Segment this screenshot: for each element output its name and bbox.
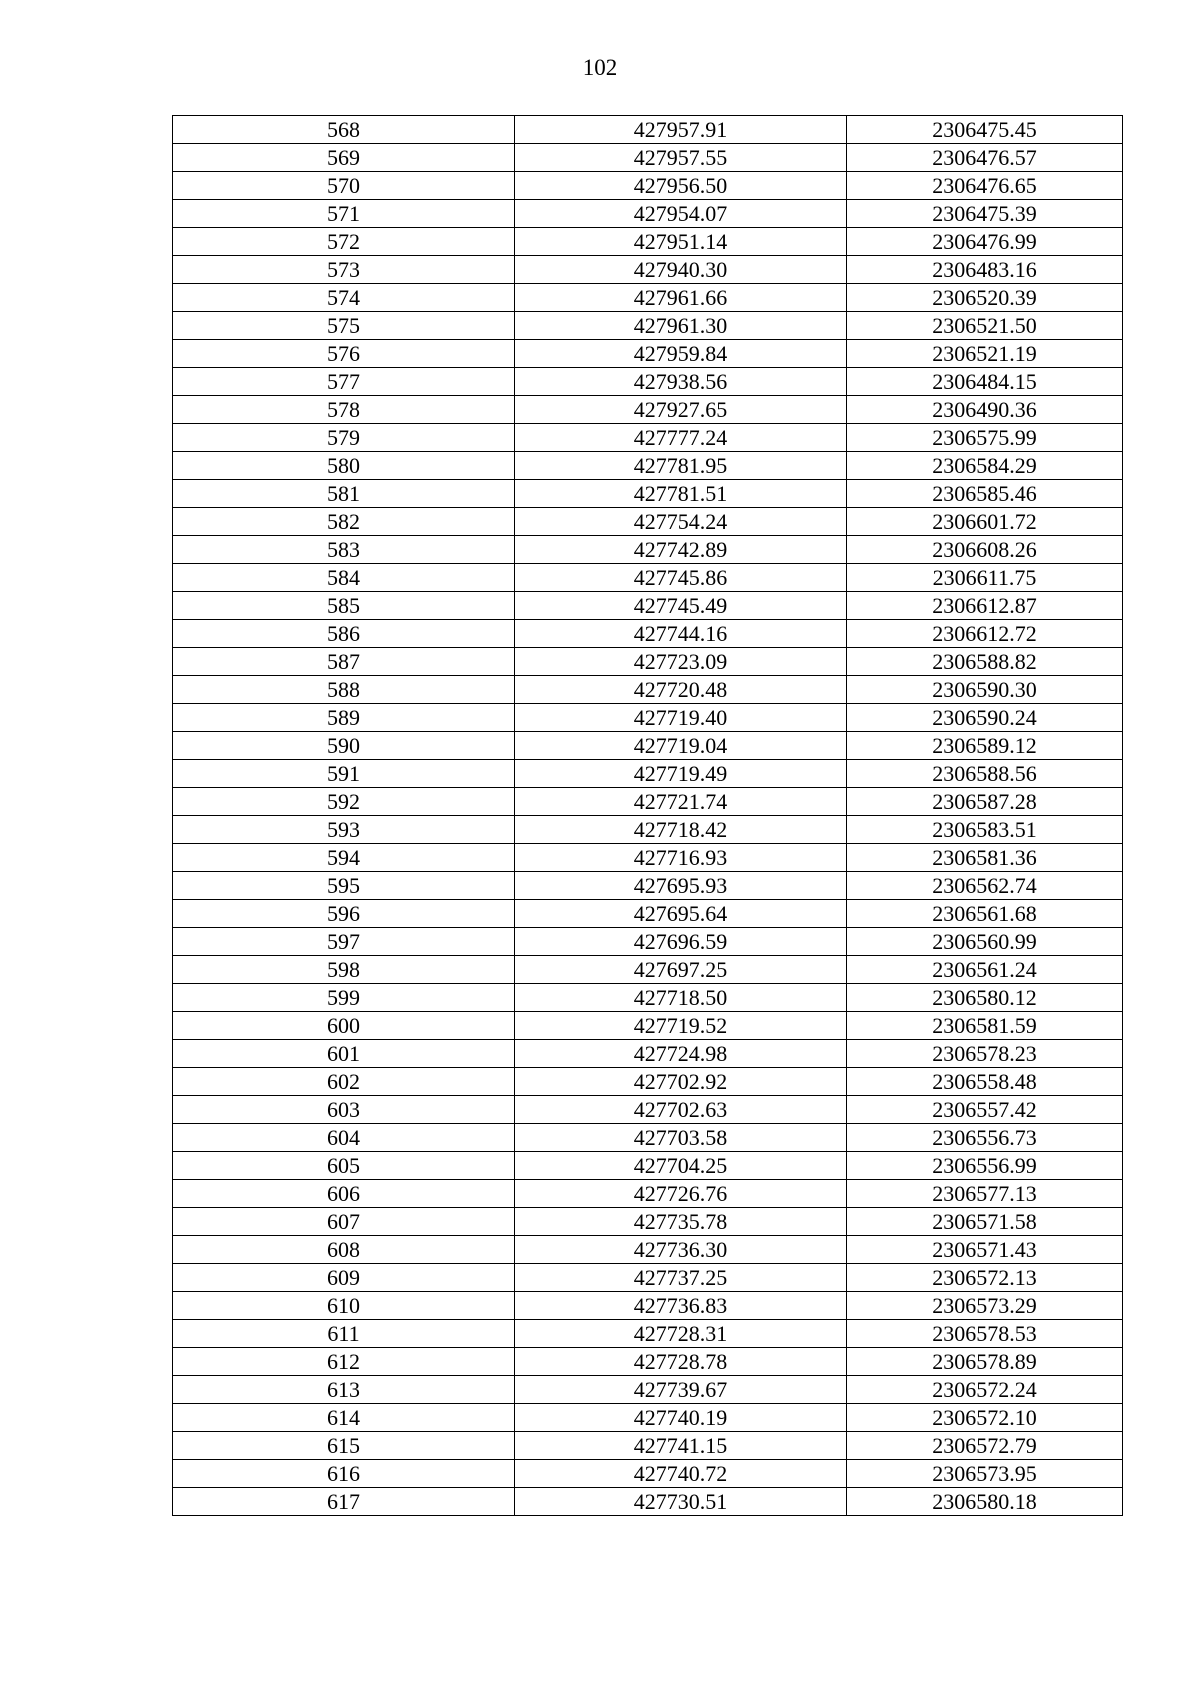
point-number-cell: 617 — [173, 1488, 515, 1516]
x-coordinate-cell: 427723.09 — [515, 648, 847, 676]
x-coordinate-cell: 427741.15 — [515, 1432, 847, 1460]
x-coordinate-cell: 427702.92 — [515, 1068, 847, 1096]
y-coordinate-cell: 2306571.58 — [847, 1208, 1123, 1236]
table-row — [173, 116, 1123, 144]
x-coordinate-cell: 427781.51 — [515, 480, 847, 508]
table-row — [173, 256, 1123, 284]
x-coordinate-cell: 427695.93 — [515, 872, 847, 900]
y-coordinate-cell: 2306612.87 — [847, 592, 1123, 620]
y-coordinate-cell: 2306601.72 — [847, 508, 1123, 536]
point-number-cell: 615 — [173, 1432, 515, 1460]
point-number-cell: 572 — [173, 228, 515, 256]
table-row — [173, 620, 1123, 648]
x-coordinate-cell: 427721.74 — [515, 788, 847, 816]
point-number-cell: 585 — [173, 592, 515, 620]
table-row — [173, 1488, 1123, 1516]
point-number-cell: 584 — [173, 564, 515, 592]
x-coordinate-cell: 427719.04 — [515, 732, 847, 760]
table-row — [173, 452, 1123, 480]
point-number-cell: 608 — [173, 1236, 515, 1264]
y-coordinate-cell: 2306608.26 — [847, 536, 1123, 564]
y-coordinate-cell: 2306520.39 — [847, 284, 1123, 312]
table-row — [173, 228, 1123, 256]
y-coordinate-cell: 2306590.30 — [847, 676, 1123, 704]
y-coordinate-cell: 2306573.29 — [847, 1292, 1123, 1320]
y-coordinate-cell: 2306590.24 — [847, 704, 1123, 732]
table-row — [173, 1376, 1123, 1404]
table-row — [173, 536, 1123, 564]
y-coordinate-cell: 2306490.36 — [847, 396, 1123, 424]
x-coordinate-cell: 427745.86 — [515, 564, 847, 592]
y-coordinate-cell: 2306572.13 — [847, 1264, 1123, 1292]
point-number-cell: 601 — [173, 1040, 515, 1068]
x-coordinate-cell: 427728.31 — [515, 1320, 847, 1348]
table-row — [173, 844, 1123, 872]
table-row — [173, 1404, 1123, 1432]
y-coordinate-cell: 2306476.57 — [847, 144, 1123, 172]
y-coordinate-cell: 2306571.43 — [847, 1236, 1123, 1264]
point-number-cell: 594 — [173, 844, 515, 872]
x-coordinate-cell: 427718.42 — [515, 816, 847, 844]
y-coordinate-cell: 2306588.56 — [847, 760, 1123, 788]
y-coordinate-cell: 2306611.75 — [847, 564, 1123, 592]
table-row — [173, 172, 1123, 200]
point-number-cell: 580 — [173, 452, 515, 480]
point-number-cell: 582 — [173, 508, 515, 536]
point-number-cell: 569 — [173, 144, 515, 172]
x-coordinate-cell: 427735.78 — [515, 1208, 847, 1236]
y-coordinate-cell: 2306561.24 — [847, 956, 1123, 984]
x-coordinate-cell: 427781.95 — [515, 452, 847, 480]
table-row — [173, 424, 1123, 452]
table-row — [173, 564, 1123, 592]
y-coordinate-cell: 2306583.51 — [847, 816, 1123, 844]
x-coordinate-cell: 427728.78 — [515, 1348, 847, 1376]
point-number-cell: 570 — [173, 172, 515, 200]
point-number-cell: 592 — [173, 788, 515, 816]
y-coordinate-cell: 2306560.99 — [847, 928, 1123, 956]
table-row — [173, 1320, 1123, 1348]
table-row — [173, 872, 1123, 900]
y-coordinate-cell: 2306572.79 — [847, 1432, 1123, 1460]
table-row — [173, 1068, 1123, 1096]
y-coordinate-cell: 2306588.82 — [847, 648, 1123, 676]
coordinates-table — [172, 115, 1123, 1516]
table-row — [173, 956, 1123, 984]
point-number-cell: 575 — [173, 312, 515, 340]
point-number-cell: 587 — [173, 648, 515, 676]
point-number-cell: 614 — [173, 1404, 515, 1432]
y-coordinate-cell: 2306557.42 — [847, 1096, 1123, 1124]
point-number-cell: 583 — [173, 536, 515, 564]
x-coordinate-cell: 427696.59 — [515, 928, 847, 956]
point-number-cell: 613 — [173, 1376, 515, 1404]
y-coordinate-cell: 2306578.53 — [847, 1320, 1123, 1348]
point-number-cell: 576 — [173, 340, 515, 368]
point-number-cell: 571 — [173, 200, 515, 228]
x-coordinate-cell: 427720.48 — [515, 676, 847, 704]
x-coordinate-cell: 427719.52 — [515, 1012, 847, 1040]
x-coordinate-cell: 427726.76 — [515, 1180, 847, 1208]
point-number-cell: 578 — [173, 396, 515, 424]
x-coordinate-cell: 427961.66 — [515, 284, 847, 312]
y-coordinate-cell: 2306581.36 — [847, 844, 1123, 872]
table-row — [173, 1012, 1123, 1040]
y-coordinate-cell: 2306521.50 — [847, 312, 1123, 340]
y-coordinate-cell: 2306585.46 — [847, 480, 1123, 508]
table-row — [173, 984, 1123, 1012]
x-coordinate-cell: 427742.89 — [515, 536, 847, 564]
y-coordinate-cell: 2306589.12 — [847, 732, 1123, 760]
x-coordinate-cell: 427695.64 — [515, 900, 847, 928]
table-row — [173, 592, 1123, 620]
table-row — [173, 1432, 1123, 1460]
page-number: 102 — [582, 55, 618, 80]
x-coordinate-cell: 427957.55 — [515, 144, 847, 172]
y-coordinate-cell: 2306561.68 — [847, 900, 1123, 928]
point-number-cell: 591 — [173, 760, 515, 788]
table-row — [173, 1348, 1123, 1376]
table-row — [173, 732, 1123, 760]
table-row — [173, 676, 1123, 704]
x-coordinate-cell: 427927.65 — [515, 396, 847, 424]
point-number-cell: 602 — [173, 1068, 515, 1096]
table-row — [173, 312, 1123, 340]
y-coordinate-cell: 2306580.18 — [847, 1488, 1123, 1516]
y-coordinate-cell: 2306476.65 — [847, 172, 1123, 200]
point-number-cell: 603 — [173, 1096, 515, 1124]
table-row — [173, 1264, 1123, 1292]
x-coordinate-cell: 427957.91 — [515, 116, 847, 144]
x-coordinate-cell: 427940.30 — [515, 256, 847, 284]
x-coordinate-cell: 427956.50 — [515, 172, 847, 200]
y-coordinate-cell: 2306584.29 — [847, 452, 1123, 480]
point-number-cell: 595 — [173, 872, 515, 900]
table-row — [173, 900, 1123, 928]
table-row — [173, 928, 1123, 956]
x-coordinate-cell: 427745.49 — [515, 592, 847, 620]
x-coordinate-cell: 427702.63 — [515, 1096, 847, 1124]
point-number-cell: 616 — [173, 1460, 515, 1488]
y-coordinate-cell: 2306558.48 — [847, 1068, 1123, 1096]
table-row — [173, 1292, 1123, 1320]
point-number-cell: 596 — [173, 900, 515, 928]
x-coordinate-cell: 427777.24 — [515, 424, 847, 452]
y-coordinate-cell: 2306556.73 — [847, 1124, 1123, 1152]
table-row — [173, 1152, 1123, 1180]
y-coordinate-cell: 2306556.99 — [847, 1152, 1123, 1180]
x-coordinate-cell: 427730.51 — [515, 1488, 847, 1516]
point-number-cell: 605 — [173, 1152, 515, 1180]
table-row — [173, 760, 1123, 788]
y-coordinate-cell: 2306475.39 — [847, 200, 1123, 228]
point-number-cell: 597 — [173, 928, 515, 956]
y-coordinate-cell: 2306476.99 — [847, 228, 1123, 256]
x-coordinate-cell: 427719.40 — [515, 704, 847, 732]
y-coordinate-cell: 2306578.23 — [847, 1040, 1123, 1068]
table-body — [173, 116, 1123, 1516]
point-number-cell: 600 — [173, 1012, 515, 1040]
table-row — [173, 1040, 1123, 1068]
y-coordinate-cell: 2306562.74 — [847, 872, 1123, 900]
x-coordinate-cell: 427740.72 — [515, 1460, 847, 1488]
table-row — [173, 1460, 1123, 1488]
point-number-cell: 574 — [173, 284, 515, 312]
x-coordinate-cell: 427704.25 — [515, 1152, 847, 1180]
table-row — [173, 1096, 1123, 1124]
x-coordinate-cell: 427724.98 — [515, 1040, 847, 1068]
x-coordinate-cell: 427716.93 — [515, 844, 847, 872]
y-coordinate-cell: 2306581.59 — [847, 1012, 1123, 1040]
x-coordinate-cell: 427744.16 — [515, 620, 847, 648]
x-coordinate-cell: 427740.19 — [515, 1404, 847, 1432]
point-number-cell: 612 — [173, 1348, 515, 1376]
y-coordinate-cell: 2306521.19 — [847, 340, 1123, 368]
point-number-cell: 598 — [173, 956, 515, 984]
table-row — [173, 816, 1123, 844]
point-number-cell: 607 — [173, 1208, 515, 1236]
table-row — [173, 788, 1123, 816]
y-coordinate-cell: 2306578.89 — [847, 1348, 1123, 1376]
table-row — [173, 284, 1123, 312]
x-coordinate-cell: 427719.49 — [515, 760, 847, 788]
y-coordinate-cell: 2306572.24 — [847, 1376, 1123, 1404]
table-row — [173, 704, 1123, 732]
y-coordinate-cell: 2306475.45 — [847, 116, 1123, 144]
point-number-cell: 577 — [173, 368, 515, 396]
y-coordinate-cell: 2306577.13 — [847, 1180, 1123, 1208]
y-coordinate-cell: 2306612.72 — [847, 620, 1123, 648]
point-number-cell: 611 — [173, 1320, 515, 1348]
point-number-cell: 593 — [173, 816, 515, 844]
x-coordinate-cell: 427954.07 — [515, 200, 847, 228]
y-coordinate-cell: 2306587.28 — [847, 788, 1123, 816]
table-row — [173, 1236, 1123, 1264]
table-row — [173, 340, 1123, 368]
table-row — [173, 508, 1123, 536]
x-coordinate-cell: 427737.25 — [515, 1264, 847, 1292]
table-row — [173, 480, 1123, 508]
x-coordinate-cell: 427951.14 — [515, 228, 847, 256]
table-row — [173, 144, 1123, 172]
y-coordinate-cell: 2306573.95 — [847, 1460, 1123, 1488]
table-row — [173, 1208, 1123, 1236]
y-coordinate-cell: 2306580.12 — [847, 984, 1123, 1012]
x-coordinate-cell: 427697.25 — [515, 956, 847, 984]
point-number-cell: 581 — [173, 480, 515, 508]
table-row — [173, 648, 1123, 676]
point-number-cell: 573 — [173, 256, 515, 284]
y-coordinate-cell: 2306483.16 — [847, 256, 1123, 284]
point-number-cell: 579 — [173, 424, 515, 452]
table-row — [173, 200, 1123, 228]
x-coordinate-cell: 427961.30 — [515, 312, 847, 340]
point-number-cell: 606 — [173, 1180, 515, 1208]
table-row — [173, 368, 1123, 396]
x-coordinate-cell: 427959.84 — [515, 340, 847, 368]
x-coordinate-cell: 427754.24 — [515, 508, 847, 536]
point-number-cell: 590 — [173, 732, 515, 760]
x-coordinate-cell: 427703.58 — [515, 1124, 847, 1152]
x-coordinate-cell: 427938.56 — [515, 368, 847, 396]
point-number-cell: 586 — [173, 620, 515, 648]
y-coordinate-cell: 2306484.15 — [847, 368, 1123, 396]
point-number-cell: 568 — [173, 116, 515, 144]
point-number-cell: 610 — [173, 1292, 515, 1320]
y-coordinate-cell: 2306575.99 — [847, 424, 1123, 452]
x-coordinate-cell: 427739.67 — [515, 1376, 847, 1404]
x-coordinate-cell: 427736.30 — [515, 1236, 847, 1264]
table-row — [173, 396, 1123, 424]
x-coordinate-cell: 427736.83 — [515, 1292, 847, 1320]
point-number-cell: 604 — [173, 1124, 515, 1152]
y-coordinate-cell: 2306572.10 — [847, 1404, 1123, 1432]
table-row — [173, 1180, 1123, 1208]
point-number-cell: 589 — [173, 704, 515, 732]
x-coordinate-cell: 427718.50 — [515, 984, 847, 1012]
point-number-cell: 599 — [173, 984, 515, 1012]
table-row — [173, 1124, 1123, 1152]
point-number-cell: 588 — [173, 676, 515, 704]
point-number-cell: 609 — [173, 1264, 515, 1292]
